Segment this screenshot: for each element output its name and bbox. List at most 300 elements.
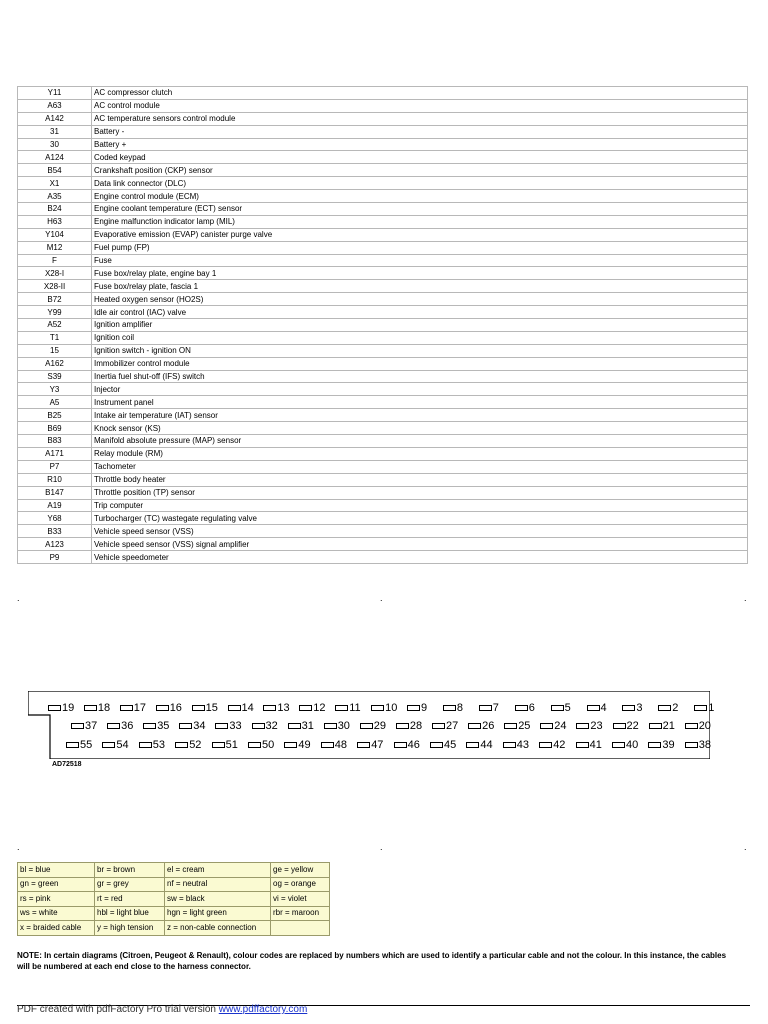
colour-code-cell: z = non-cable connection [165, 921, 271, 936]
connector-pin [252, 720, 278, 732]
connector-pin [228, 702, 254, 714]
table-row [18, 409, 748, 422]
pin-number: 54 [116, 739, 129, 751]
component-description: Manifold absolute pressure (MAP) sensor [92, 435, 748, 448]
connector-pin [215, 720, 241, 732]
connector-pin [102, 739, 128, 751]
component-code: A19 [18, 499, 92, 512]
pin-number: 40 [626, 739, 639, 751]
pin-terminal-icon [394, 742, 407, 748]
pin-terminal-icon [612, 742, 625, 748]
colour-code-cell: x = braided cable [18, 921, 95, 936]
table-row [18, 422, 748, 435]
pin-number: 31 [301, 720, 314, 732]
table-row [18, 486, 748, 499]
pin-number: 33 [229, 720, 242, 732]
pin-terminal-icon [576, 723, 589, 729]
connector-pin [694, 702, 714, 714]
pin-number: 21 [662, 720, 675, 732]
table-row [18, 877, 330, 892]
colour-code-cell: ge = yellow [271, 863, 330, 878]
component-code: R10 [18, 473, 92, 486]
connector-pin [107, 720, 133, 732]
pin-number: 51 [225, 739, 238, 751]
component-code: B25 [18, 409, 92, 422]
table-row [18, 228, 748, 241]
connector-pin [576, 739, 602, 751]
component-description: Fuse [92, 254, 748, 267]
table-row [18, 319, 748, 332]
pin-terminal-icon [48, 705, 61, 711]
connector-pin [284, 739, 310, 751]
pin-terminal-icon [71, 723, 84, 729]
connector-pin [84, 702, 110, 714]
component-code: A5 [18, 396, 92, 409]
component-code: 30 [18, 138, 92, 151]
connector-pin [479, 702, 499, 714]
pin-terminal-icon [479, 705, 492, 711]
table-row [18, 447, 748, 460]
separator-dot: . [17, 842, 20, 852]
connector-pin [432, 720, 458, 732]
pin-number: 2 [672, 702, 679, 714]
pin-number: 48 [334, 739, 348, 751]
pin-number: 37 [85, 720, 98, 732]
pin-terminal-icon [396, 723, 409, 729]
colour-code-cell: vi = violet [271, 892, 330, 907]
colour-code-table [17, 862, 330, 936]
component-code: Y99 [18, 306, 92, 319]
pin-terminal-icon [156, 705, 169, 711]
pin-number: 3 [636, 702, 643, 714]
connector-pin [139, 739, 165, 751]
pin-terminal-icon [685, 723, 698, 729]
colour-code-cell: bl = blue [18, 863, 95, 878]
separator-dot: . [744, 842, 747, 852]
component-code: P7 [18, 460, 92, 473]
component-code: X1 [18, 177, 92, 190]
table-row [18, 473, 748, 486]
component-code: P9 [18, 551, 92, 564]
table-row [18, 499, 748, 512]
table-row [18, 383, 748, 396]
pin-terminal-icon [335, 705, 348, 711]
pin-terminal-icon [321, 742, 334, 748]
pin-number: 22 [626, 720, 639, 732]
pin-terminal-icon [228, 705, 241, 711]
footer-link[interactable]: www.pdffactory.com [218, 1004, 308, 1015]
pin-terminal-icon [539, 742, 552, 748]
pin-number: 11 [349, 702, 361, 714]
component-code: A171 [18, 447, 92, 460]
colour-code-cell: rt = red [95, 892, 165, 907]
connector-pin [299, 702, 325, 714]
pin-terminal-icon [357, 742, 370, 748]
component-code: A162 [18, 357, 92, 370]
pin-number: 44 [480, 739, 493, 751]
pin-terminal-icon [192, 705, 205, 711]
colour-code-cell: sw = black [165, 892, 271, 907]
connector-pin [551, 702, 571, 714]
component-code: B147 [18, 486, 92, 499]
connector-pin [192, 702, 218, 714]
pin-number: 9 [421, 702, 428, 714]
connector-pin [685, 739, 711, 751]
connector-pin [371, 702, 397, 714]
pin-terminal-icon [143, 723, 156, 729]
component-description: Data link connector (DLC) [92, 177, 748, 190]
table-row [18, 331, 748, 344]
pin-terminal-icon [212, 742, 225, 748]
pin-terminal-icon [551, 705, 564, 711]
component-description: Ignition amplifier [92, 319, 748, 332]
pin-terminal-icon [407, 705, 420, 711]
component-description: Fuse box/relay plate, engine bay 1 [92, 267, 748, 280]
component-code: H63 [18, 215, 92, 228]
connector-pin [443, 702, 463, 714]
pin-terminal-icon [515, 705, 528, 711]
component-description: Turbocharger (TC) wastegate regulating valve [92, 512, 748, 525]
pin-number: 52 [189, 739, 202, 751]
component-description: Relay module (RM) [92, 447, 748, 460]
component-code: A52 [18, 319, 92, 332]
component-description: Immobilizer control module [92, 357, 748, 370]
pin-number: 32 [265, 720, 278, 732]
pin-terminal-icon [587, 705, 600, 711]
connector-pin [248, 739, 274, 751]
connector-pin [48, 702, 74, 714]
pin-terminal-icon [299, 705, 312, 711]
pin-number: 39 [662, 739, 675, 751]
connector-pin [540, 720, 566, 732]
pin-number: 16 [169, 702, 182, 714]
table-row [18, 357, 748, 370]
table-row [18, 906, 330, 921]
pin-number: 7 [492, 702, 499, 714]
table-row [18, 241, 748, 254]
colour-code-cell: gn = green [18, 877, 95, 892]
table-row [18, 254, 748, 267]
connector-pin [212, 739, 238, 751]
connector-pin [685, 720, 711, 732]
connector-diagram [28, 691, 715, 759]
table-row [18, 863, 330, 878]
colour-code-cell: rbr = maroon [271, 906, 330, 921]
table-row [18, 125, 748, 138]
connector-pin [143, 720, 169, 732]
table-row [18, 164, 748, 177]
component-code: B72 [18, 293, 92, 306]
pin-number: 6 [528, 702, 535, 714]
component-code: 15 [18, 344, 92, 357]
table-row [18, 512, 748, 525]
pin-terminal-icon [179, 723, 192, 729]
pin-number: 25 [518, 720, 531, 732]
component-code: B83 [18, 435, 92, 448]
connector-pin [396, 720, 422, 732]
component-description: Inertia fuel shut-off (IFS) switch [92, 370, 748, 383]
table-row [18, 203, 748, 216]
pin-terminal-icon [288, 723, 301, 729]
component-code: Y3 [18, 383, 92, 396]
component-code: B54 [18, 164, 92, 177]
connector-pin [175, 739, 201, 751]
component-description: Knock sensor (KS) [92, 422, 748, 435]
component-description: Ignition switch - ignition ON [92, 344, 748, 357]
component-description: AC temperature sensors control module [92, 112, 748, 125]
table-row [18, 99, 748, 112]
pin-number: 1 [708, 702, 715, 714]
connector-pin [622, 702, 642, 714]
component-code: A142 [18, 112, 92, 125]
component-description: Fuse box/relay plate, fascia 1 [92, 280, 748, 293]
pin-terminal-icon [107, 723, 120, 729]
component-description: Coded keypad [92, 151, 748, 164]
component-description: Throttle position (TP) sensor [92, 486, 748, 499]
pin-number: 5 [564, 702, 571, 714]
connector-pin [466, 739, 492, 751]
colour-code-cell: br = brown [95, 863, 165, 878]
pin-number: 38 [698, 739, 712, 751]
pin-number: 24 [554, 720, 567, 732]
pin-terminal-icon [468, 723, 481, 729]
component-description: Instrument panel [92, 396, 748, 409]
pin-number: 27 [446, 720, 459, 732]
component-description: Idle air control (IAC) valve [92, 306, 748, 319]
connector-pin [394, 739, 420, 751]
pin-number: 42 [553, 739, 566, 751]
component-code: X28-I [18, 267, 92, 280]
separator-dot: . [744, 593, 747, 603]
connector-pin-row [28, 702, 715, 716]
connector-pin-row [28, 720, 710, 734]
connector-pin [120, 702, 146, 714]
component-code: T1 [18, 331, 92, 344]
pin-number: 30 [337, 720, 350, 732]
pin-terminal-icon [503, 742, 516, 748]
pin-number: 14 [241, 702, 254, 714]
table-row [18, 215, 748, 228]
pin-terminal-icon [371, 705, 384, 711]
table-row [18, 306, 748, 319]
component-description: Vehicle speedometer [92, 551, 748, 564]
pin-terminal-icon [324, 723, 337, 729]
connector-pin [504, 720, 530, 732]
pin-number: 15 [205, 702, 218, 714]
component-code: X28-II [18, 280, 92, 293]
pin-terminal-icon [432, 723, 445, 729]
pin-terminal-icon [284, 742, 297, 748]
pin-number: 46 [407, 739, 420, 751]
pin-terminal-icon [139, 742, 152, 748]
component-code: Y104 [18, 228, 92, 241]
connector-pin [179, 720, 205, 732]
component-description: Engine malfunction indicator lamp (MIL) [92, 215, 748, 228]
colour-code-cell: y = high tension [95, 921, 165, 936]
colour-code-cell: nf = neutral [165, 877, 271, 892]
component-description: Battery + [92, 138, 748, 151]
component-code: A123 [18, 538, 92, 551]
connector-pin [649, 720, 675, 732]
component-code: M12 [18, 241, 92, 254]
colour-code-cell: rs = pink [18, 892, 95, 907]
pin-number: 47 [371, 739, 384, 751]
table-row [18, 538, 748, 551]
pin-number: 26 [482, 720, 495, 732]
connector-pin [335, 702, 360, 714]
component-description: Crankshaft position (CKP) sensor [92, 164, 748, 177]
table-row [18, 396, 748, 409]
component-description: Vehicle speed sensor (VSS) [92, 525, 748, 538]
table-row [18, 344, 748, 357]
connector-pin [515, 702, 535, 714]
pin-number: 49 [298, 739, 311, 751]
pin-terminal-icon [504, 723, 517, 729]
pin-terminal-icon [66, 742, 79, 748]
component-description: AC compressor clutch [92, 87, 748, 100]
pin-terminal-icon [102, 742, 115, 748]
connector-pin [539, 739, 565, 751]
table-row [18, 112, 748, 125]
pin-terminal-icon [175, 742, 188, 748]
pin-number: 20 [698, 720, 711, 732]
pin-number: 19 [62, 702, 75, 714]
connector-pin [324, 720, 350, 732]
pin-terminal-icon [430, 742, 443, 748]
pin-number: 50 [262, 739, 275, 751]
pin-terminal-icon [252, 723, 265, 729]
connector-pin [71, 720, 97, 732]
component-description: Vehicle speed sensor (VSS) signal amplifier [92, 538, 748, 551]
table-row [18, 87, 748, 100]
connector-pin [288, 720, 314, 732]
connector-label: AD72518 [52, 761, 82, 768]
colour-code-cell: og = orange [271, 877, 330, 892]
connector-pin [321, 739, 347, 751]
component-description: AC control module [92, 99, 748, 112]
colour-code-cell: ws = white [18, 906, 95, 921]
pin-number: 34 [193, 720, 206, 732]
component-code: B69 [18, 422, 92, 435]
colour-code-cell: el = cream [165, 863, 271, 878]
connector-pin [587, 702, 607, 714]
pin-terminal-icon [248, 742, 261, 748]
table-row [18, 293, 748, 306]
footer-text: PDF created with pdfFactory Pro trial version [17, 1004, 219, 1015]
component-description: Fuel pump (FP) [92, 241, 748, 254]
connector-pin [156, 702, 182, 714]
component-code: A35 [18, 190, 92, 203]
table-row [18, 370, 748, 383]
component-description: Injector [92, 383, 748, 396]
pin-terminal-icon [694, 705, 707, 711]
separator-dot: . [380, 593, 383, 603]
pin-terminal-icon [215, 723, 228, 729]
component-code: Y11 [18, 87, 92, 100]
connector-pin-row [28, 739, 710, 753]
pin-terminal-icon [360, 723, 373, 729]
table-row [18, 190, 748, 203]
note-text: NOTE: In certain diagrams (Citroen, Peugeot & Renault), colour codes are replaced by numbers which are used to identify a particular cable and not the colour. In this instance, the cables will be numbered at each end close to the harness connector. [17, 951, 727, 971]
table-row [18, 921, 330, 936]
component-table [17, 86, 748, 564]
pin-terminal-icon [120, 705, 133, 711]
component-description: Battery - [92, 125, 748, 138]
footer [17, 1004, 307, 1016]
table-row [18, 151, 748, 164]
component-description: Engine coolant temperature (ECT) sensor [92, 203, 748, 216]
table-row [18, 138, 748, 151]
table-row [18, 267, 748, 280]
pin-number: 55 [80, 739, 93, 751]
pin-number: 43 [516, 739, 530, 751]
table-row [18, 551, 748, 564]
component-description: Ignition coil [92, 331, 748, 344]
connector-pin [613, 720, 639, 732]
component-code: A124 [18, 151, 92, 164]
pin-terminal-icon [443, 705, 456, 711]
component-description: Heated oxygen sensor (HO2S) [92, 293, 748, 306]
component-code: F [18, 254, 92, 267]
pin-terminal-icon [466, 742, 479, 748]
component-description: Intake air temperature (IAT) sensor [92, 409, 748, 422]
pin-terminal-icon [685, 742, 698, 748]
pin-number: 28 [409, 720, 423, 732]
colour-code-cell: hgn = light green [165, 906, 271, 921]
connector-pin [430, 739, 456, 751]
table-row [18, 460, 748, 473]
component-description: Tachometer [92, 460, 748, 473]
colour-code-cell: hbl = light blue [95, 906, 165, 921]
component-description: Throttle body heater [92, 473, 748, 486]
table-row [18, 525, 748, 538]
component-code: Y68 [18, 512, 92, 525]
table-row [18, 177, 748, 190]
pin-number: 41 [589, 739, 602, 751]
connector-pin [66, 739, 92, 751]
component-description: Trip computer [92, 499, 748, 512]
pin-number: 18 [97, 702, 111, 714]
colour-code-cell: gr = grey [95, 877, 165, 892]
component-code: 31 [18, 125, 92, 138]
pin-number: 8 [456, 702, 464, 714]
connector-pin [468, 720, 494, 732]
pin-terminal-icon [649, 723, 662, 729]
pin-number: 45 [444, 739, 457, 751]
pin-number: 12 [313, 702, 326, 714]
pin-number: 4 [600, 702, 607, 714]
component-code: S39 [18, 370, 92, 383]
pin-number: 29 [373, 720, 387, 732]
connector-pin [576, 720, 602, 732]
pin-terminal-icon [263, 705, 276, 711]
component-description: Engine control module (ECM) [92, 190, 748, 203]
colour-code-cell [271, 921, 330, 936]
pin-terminal-icon [613, 723, 626, 729]
pin-number: 35 [157, 720, 170, 732]
pin-number: 10 [385, 702, 398, 714]
component-description: Evaporative emission (EVAP) canister purge valve [92, 228, 748, 241]
pin-terminal-icon [540, 723, 553, 729]
component-code: B24 [18, 203, 92, 216]
connector-pin [503, 739, 529, 751]
pin-terminal-icon [648, 742, 661, 748]
connector-pin [357, 739, 383, 751]
pin-number: 23 [590, 720, 603, 732]
pin-number: 36 [121, 720, 134, 732]
pin-number: 13 [277, 702, 290, 714]
component-code: A63 [18, 99, 92, 112]
